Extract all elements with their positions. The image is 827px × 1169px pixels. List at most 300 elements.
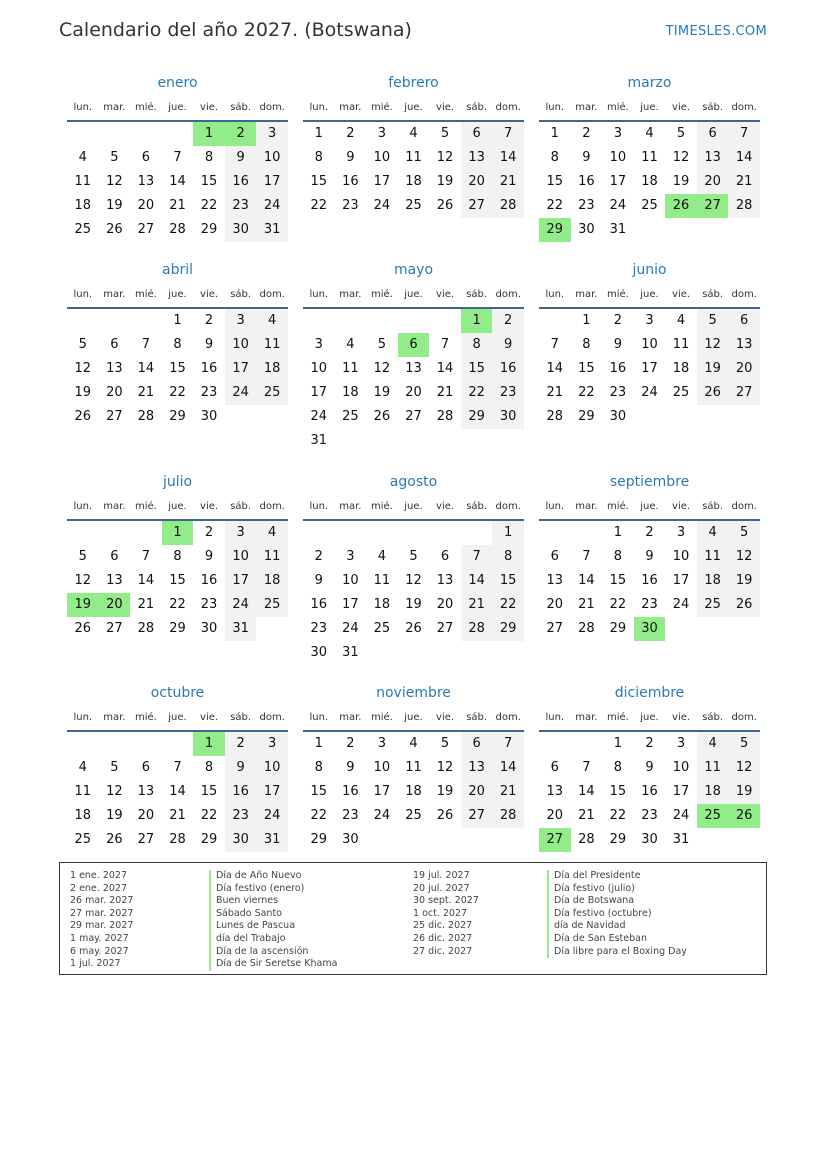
day: 7: [141, 337, 151, 352]
day: 27: [436, 621, 454, 636]
day: 12: [74, 361, 92, 376]
weekday-label: sáb.: [466, 501, 488, 512]
day: 13: [468, 760, 485, 775]
weekday-label: jue.: [640, 712, 659, 723]
holiday-legend: [59, 862, 767, 975]
day: 28: [468, 621, 485, 636]
weekday-header: [67, 497, 288, 521]
day: 20: [468, 174, 485, 189]
month-name: septiembre: [609, 474, 690, 490]
day: 14: [137, 361, 155, 376]
day: 6: [472, 736, 481, 751]
day: 11: [405, 760, 422, 775]
day: 12: [106, 784, 123, 799]
legend-entry: 20 jul. 2027: [413, 882, 470, 894]
day: 23: [609, 385, 627, 400]
weekday-label: dom.: [259, 712, 285, 723]
legend-entry: 1 may. 2027: [70, 932, 129, 944]
day: 27: [137, 222, 155, 237]
day: 2: [645, 736, 654, 751]
day: 29: [200, 832, 218, 847]
day: 9: [613, 337, 623, 352]
day: 31: [609, 222, 627, 237]
weekday-label: mar.: [339, 289, 362, 300]
day: 6: [472, 126, 481, 141]
day: 9: [236, 760, 245, 775]
day: 11: [74, 784, 92, 799]
weekday-label: mar.: [575, 501, 598, 512]
weekday-label: mié.: [134, 102, 157, 113]
day: 6: [141, 150, 151, 165]
day: 19: [704, 361, 721, 376]
month-agosto: [303, 467, 524, 665]
day: 26: [704, 385, 721, 400]
day: 7: [740, 126, 749, 141]
day: 18: [405, 174, 422, 189]
day: 27: [106, 409, 123, 424]
legend-entry: 25 dic. 2027: [413, 920, 473, 932]
day: 18: [704, 784, 721, 799]
day: 8: [204, 760, 214, 775]
day: 27: [106, 621, 123, 636]
day: 10: [232, 549, 249, 564]
day: 5: [409, 549, 418, 564]
day: 20: [735, 361, 753, 376]
day: 5: [110, 150, 119, 165]
legend-entry: 1 jul. 2027: [70, 958, 121, 970]
month-name: julio: [162, 474, 193, 490]
day: 30: [578, 222, 595, 237]
day: 16: [200, 573, 218, 588]
day: 8: [204, 150, 214, 165]
day: 1: [582, 313, 591, 328]
day: 26: [74, 409, 92, 424]
day: 25: [342, 409, 359, 424]
day: 22: [200, 808, 218, 823]
legend-entry: Día del Presidente: [554, 870, 641, 881]
weekday-label: lun.: [73, 501, 93, 512]
weekday-label: dom.: [495, 712, 521, 723]
day: 13: [405, 361, 422, 376]
weekday-label: mar.: [575, 712, 598, 723]
day: 4: [708, 736, 717, 751]
day: 6: [708, 126, 717, 141]
day: 6: [550, 549, 559, 564]
month-name: febrero: [388, 75, 439, 91]
day: 25: [74, 222, 92, 237]
day: 28: [578, 832, 595, 847]
day: 12: [106, 174, 123, 189]
day: 9: [504, 337, 513, 352]
day: 23: [232, 198, 249, 213]
day: 10: [342, 573, 359, 588]
month-name: mayo: [393, 262, 434, 278]
day: 16: [609, 361, 627, 376]
day: 13: [735, 337, 753, 352]
weekday-label: mar.: [103, 501, 126, 512]
day: 8: [314, 760, 323, 775]
weekday-label: lun.: [545, 289, 565, 300]
day: 24: [310, 409, 328, 424]
day: 22: [310, 198, 328, 213]
day: 6: [110, 549, 119, 564]
day: 18: [704, 573, 721, 588]
month-enero: [67, 68, 288, 266]
weekday-header: [539, 98, 760, 122]
site-link[interactable]: TIMESLES.COM: [665, 24, 767, 39]
day: 19: [106, 198, 123, 213]
day: 6: [550, 760, 559, 775]
weekday-label: sáb.: [702, 289, 724, 300]
day: 8: [504, 549, 513, 564]
day: 1: [504, 525, 513, 540]
day: 30: [310, 645, 328, 660]
day: 3: [268, 736, 277, 751]
day: 30: [609, 409, 627, 424]
day: 4: [346, 337, 355, 352]
day: 25: [672, 385, 690, 400]
day: 21: [137, 385, 155, 400]
day: 20: [436, 597, 454, 612]
day-grid: [303, 122, 524, 266]
month-mayo: [303, 255, 524, 453]
day: 2: [236, 736, 245, 751]
day: 30: [342, 832, 359, 847]
day: 13: [106, 573, 123, 588]
weekday-label: dom.: [731, 102, 757, 113]
day: 29: [578, 409, 595, 424]
day: 11: [704, 549, 721, 564]
day: 27: [468, 198, 485, 213]
day: 13: [546, 784, 564, 799]
day: 3: [613, 126, 623, 141]
day: 18: [342, 385, 359, 400]
weekday-label: mar.: [575, 289, 598, 300]
day: 19: [74, 385, 92, 400]
day-grid: [539, 521, 760, 665]
day: 1: [550, 126, 559, 141]
weekday-label: sáb.: [466, 289, 488, 300]
day: 20: [405, 385, 422, 400]
day: 24: [263, 808, 281, 823]
day: 6: [141, 760, 151, 775]
day: 14: [169, 784, 186, 799]
weekday-label: vie.: [672, 501, 691, 512]
day: 4: [78, 760, 87, 775]
day: 24: [232, 597, 249, 612]
weekday-label: vie.: [672, 289, 691, 300]
day: 10: [373, 760, 391, 775]
day: 16: [499, 361, 517, 376]
weekday-label: lun.: [309, 102, 329, 113]
weekday-label: sáb.: [466, 712, 488, 723]
weekday-label: sáb.: [230, 712, 252, 723]
legend-dates-left: [70, 870, 133, 971]
day: 26: [106, 832, 123, 847]
day: 20: [137, 808, 155, 823]
day: 31: [672, 832, 690, 847]
weekday-label: jue.: [168, 712, 187, 723]
day: 11: [263, 337, 281, 352]
day: 9: [645, 760, 654, 775]
weekday-label: jue.: [404, 712, 423, 723]
legend-entry: 1 ene. 2027: [70, 870, 127, 881]
weekday-label: sáb.: [230, 501, 252, 512]
day: 28: [169, 222, 186, 237]
weekday-label: sáb.: [702, 102, 724, 113]
month-name: marzo: [627, 75, 672, 91]
day: 29: [609, 832, 627, 847]
day: 28: [137, 621, 155, 636]
day: 14: [499, 150, 517, 165]
day: 29: [499, 621, 517, 636]
day: 23: [641, 808, 658, 823]
day: 16: [310, 597, 328, 612]
holiday-day: 1: [162, 521, 194, 545]
day: 16: [342, 784, 359, 799]
day: 9: [645, 549, 654, 564]
day: 19: [405, 597, 422, 612]
day: 26: [436, 198, 454, 213]
legend-names-left: [209, 870, 337, 971]
day: 9: [204, 549, 214, 564]
weekday-label: vie.: [200, 289, 219, 300]
month-name: noviembre: [376, 685, 451, 701]
day: 16: [578, 174, 595, 189]
weekday-header: [303, 497, 524, 521]
day: 25: [641, 198, 658, 213]
day: 9: [582, 150, 591, 165]
day: 29: [468, 409, 485, 424]
weekday-label: lun.: [309, 289, 329, 300]
weekday-label: vie.: [672, 102, 691, 113]
day: 4: [268, 313, 277, 328]
day: 24: [641, 385, 658, 400]
weekday-label: jue.: [640, 102, 659, 113]
day: 28: [169, 832, 186, 847]
day: 24: [373, 808, 391, 823]
day: 28: [499, 808, 517, 823]
day: 7: [440, 337, 450, 352]
day: 30: [200, 409, 218, 424]
day: 10: [263, 760, 281, 775]
day: 2: [314, 549, 323, 564]
day: 26: [436, 808, 454, 823]
weekday-label: lun.: [309, 501, 329, 512]
day: 5: [78, 549, 87, 564]
day: 11: [74, 174, 92, 189]
day: 11: [263, 549, 281, 564]
day: 17: [373, 784, 391, 799]
legend-entry: 2 ene. 2027: [70, 882, 127, 894]
day: 25: [263, 597, 281, 612]
day: 14: [436, 361, 454, 376]
weekday-label: mié.: [370, 501, 393, 512]
day: 17: [609, 174, 627, 189]
weekday-label: jue.: [404, 501, 423, 512]
day: 24: [263, 198, 281, 213]
day: 14: [169, 174, 186, 189]
day: 18: [263, 573, 281, 588]
weekday-label: sáb.: [702, 501, 724, 512]
day: 29: [200, 222, 218, 237]
weekday-label: lun.: [309, 712, 329, 723]
weekday-label: vie.: [436, 712, 455, 723]
day: 26: [405, 621, 422, 636]
weekday-header: [303, 285, 524, 309]
day: 13: [468, 150, 485, 165]
legend-entry: Día festivo (octubre): [554, 907, 652, 919]
day: 5: [377, 337, 387, 352]
day: 8: [173, 337, 182, 352]
weekday-label: mar.: [103, 712, 126, 723]
holiday-day: 26: [728, 804, 760, 828]
day: 27: [405, 409, 422, 424]
day: 8: [550, 150, 559, 165]
day: 2: [346, 126, 355, 141]
day: 3: [314, 337, 323, 352]
day: 22: [468, 385, 485, 400]
weekday-header: [539, 497, 760, 521]
day: 24: [609, 198, 627, 213]
day: 23: [200, 597, 218, 612]
day: 19: [436, 174, 454, 189]
legend-entry: Día de San Esteban: [554, 932, 647, 944]
weekday-label: mar.: [103, 102, 126, 113]
legend-entry: 29 mar. 2027: [70, 920, 134, 932]
day: 2: [582, 126, 591, 141]
day: 8: [582, 337, 591, 352]
day: 19: [106, 808, 123, 823]
legend-entry: Sábado Santo: [216, 907, 282, 919]
day: 22: [499, 597, 517, 612]
day: 10: [310, 361, 328, 376]
day: 10: [232, 337, 249, 352]
day: 12: [672, 150, 690, 165]
weekday-label: jue.: [168, 289, 187, 300]
day: 6: [740, 313, 749, 328]
weekday-label: vie.: [436, 501, 455, 512]
day: 16: [232, 784, 249, 799]
month-name: agosto: [389, 474, 438, 490]
weekday-label: mié.: [370, 102, 393, 113]
holiday-day: 6: [398, 333, 430, 357]
day: 25: [373, 621, 391, 636]
weekday-label: vie.: [200, 501, 219, 512]
day: 14: [137, 573, 155, 588]
day: 2: [645, 525, 654, 540]
day: 21: [169, 808, 186, 823]
day: 14: [578, 784, 595, 799]
day: 25: [704, 597, 721, 612]
day: 20: [137, 198, 155, 213]
day: 10: [373, 150, 391, 165]
month-abril: [67, 255, 288, 453]
day: 3: [236, 313, 245, 328]
day: 3: [377, 736, 387, 751]
day: 1: [613, 525, 623, 540]
day: 12: [405, 573, 422, 588]
day: 4: [268, 525, 277, 540]
day: 2: [204, 313, 214, 328]
day: 2: [346, 736, 355, 751]
day: 3: [346, 549, 355, 564]
day: 12: [373, 361, 391, 376]
day: 28: [499, 198, 517, 213]
day: 16: [641, 573, 658, 588]
weekday-label: mié.: [606, 501, 629, 512]
weekday-label: dom.: [495, 501, 521, 512]
legend-entry: Día de Sir Seretse Khama: [216, 958, 338, 970]
day: 4: [708, 525, 717, 540]
day: 18: [373, 597, 391, 612]
day: 4: [78, 150, 87, 165]
day: 5: [740, 736, 749, 751]
legend-entry: Día de Botswana: [554, 895, 635, 907]
month-junio: [539, 255, 760, 453]
weekday-label: jue.: [404, 289, 423, 300]
day: 24: [672, 597, 690, 612]
day: 12: [74, 573, 92, 588]
day: 31: [263, 832, 281, 847]
weekday-label: dom.: [259, 102, 285, 113]
day: 14: [735, 150, 753, 165]
day: 21: [578, 597, 595, 612]
legend-entry: día del Trabajo: [216, 932, 286, 944]
day: 17: [263, 784, 281, 799]
month-julio: [67, 467, 288, 665]
day: 12: [735, 760, 753, 775]
day: 4: [676, 313, 686, 328]
weekday-label: mar.: [339, 102, 362, 113]
month-name: octubre: [150, 685, 205, 701]
day-grid: [539, 732, 760, 876]
month-febrero: [303, 68, 524, 266]
day: 7: [504, 126, 513, 141]
holiday-day: 2: [225, 122, 257, 146]
weekday-header: [67, 708, 288, 732]
weekday-header: [67, 98, 288, 122]
day: 8: [314, 150, 323, 165]
month-septiembre: [539, 467, 760, 665]
weekday-label: vie.: [436, 102, 455, 113]
day: 21: [546, 385, 564, 400]
weekday-label: dom.: [731, 712, 757, 723]
day: 31: [342, 645, 359, 660]
day: 19: [672, 174, 690, 189]
day: 18: [74, 808, 92, 823]
day: 8: [472, 337, 481, 352]
weekday-label: vie.: [672, 712, 691, 723]
day: 21: [499, 784, 517, 799]
day: 9: [346, 150, 355, 165]
day: 8: [613, 760, 623, 775]
day: 29: [169, 409, 186, 424]
month-name: enero: [157, 75, 198, 91]
day: 23: [310, 621, 328, 636]
day: 18: [641, 174, 658, 189]
weekday-label: jue.: [168, 501, 187, 512]
day: 12: [735, 549, 753, 564]
month-noviembre: [303, 678, 524, 876]
day: 12: [436, 760, 454, 775]
day: 4: [409, 126, 418, 141]
day: 24: [672, 808, 690, 823]
day-grid: [67, 521, 288, 665]
day: 15: [609, 573, 627, 588]
day: 27: [137, 832, 155, 847]
day: 5: [440, 736, 450, 751]
